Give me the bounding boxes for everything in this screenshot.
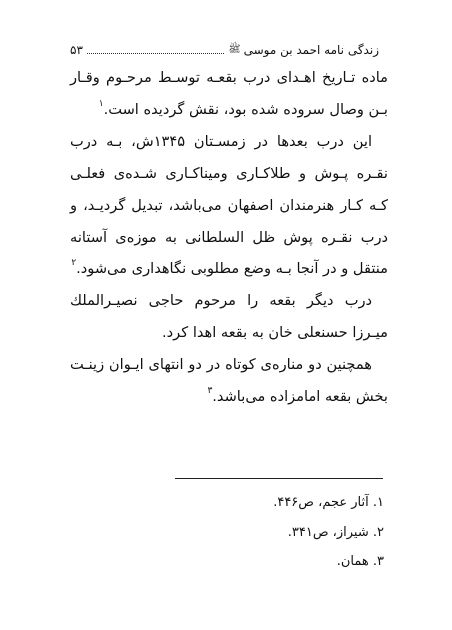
footnotes — [180, 488, 384, 577]
footnote-reference: ۳ — [207, 386, 213, 397]
header-title: زندگی نامه احمد بن موسی — [243, 43, 379, 57]
honorific-symbol: ﷺ — [228, 44, 241, 55]
paragraph — [70, 349, 388, 413]
footnote-reference: ۱ — [98, 98, 104, 109]
main-text — [70, 62, 388, 413]
paragraph-text: این درب بعدها در زمسـتان ۱۳۴۵ش، بـه درب نقـره پـوش و طلاکـاری ومیناکـاری شـده‌ی فعلـی کـه کـار هنرمندان اصفهان می‌باشد، تبدیل گردیـد، و درب نقـره پوش ظل السلطانی به موزه‌ی آستانه منتقل و در آنجا بـه وضع مطلوبی نگاهداری می‌شود. — [70, 132, 388, 278]
page-number: ۵۳ — [70, 43, 83, 57]
footnote: ۲. شیراز، ص۳۴۱. — [287, 524, 384, 540]
paragraph-text: همچنین دو مناره‌ی کوتاه در دو انتهای ایـوان زینـت بخش بقعه امامزاده می‌باشد. — [70, 356, 388, 406]
paragraph — [70, 126, 388, 286]
footnote: ۱. آثار عجم، ص۴۴۶. — [273, 495, 384, 510]
header-dotted-leader — [87, 53, 225, 54]
footnote-reference: ۲ — [71, 258, 77, 269]
paragraph — [70, 285, 388, 349]
footnote-divider — [175, 478, 383, 479]
running-header — [70, 40, 379, 60]
paragraph — [70, 62, 388, 126]
paragraph-text: ماده تـاریخ اهـدای درب بقعـه توسـط مرحـوم وقـار بـن وصال سروده شده بود، نقش گردیده است. — [70, 69, 388, 118]
paragraph-text: درب دیگر بقعه را مرحوم حاجی نصیـرالملك میـرزا حسنعلی خان به بقعه اهدا کرد. — [70, 292, 388, 342]
footnote: ۳. همان. — [336, 554, 384, 569]
